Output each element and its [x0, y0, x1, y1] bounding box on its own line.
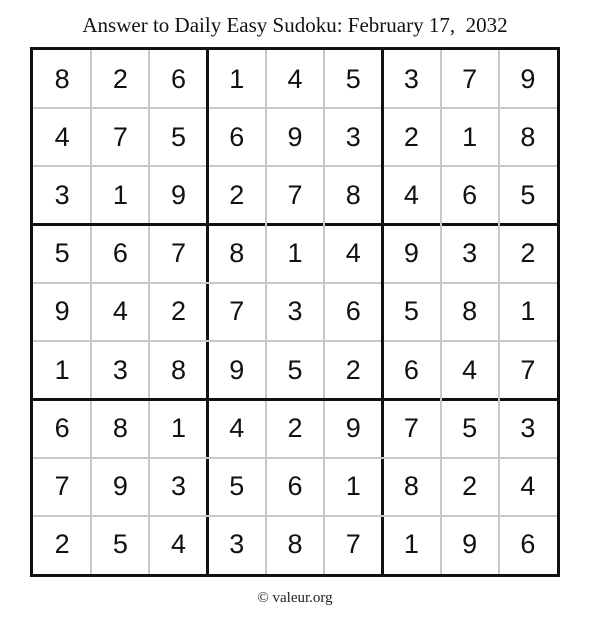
sudoku-cell: 5	[403, 296, 419, 327]
sudoku-cell: 6	[287, 471, 303, 502]
sudoku-cell: 5	[229, 471, 245, 502]
sudoku-cell: 4	[520, 471, 536, 502]
sudoku-cell: 1	[287, 238, 303, 269]
sudoku-cell: 1	[171, 412, 187, 443]
sudoku-cell: 8	[462, 296, 478, 327]
sudoku-cell: 4	[403, 180, 419, 211]
sudoku-cell: 6	[54, 412, 70, 443]
sudoku-cell: 4	[287, 63, 303, 94]
sudoku-cell: 8	[520, 121, 536, 152]
sudoku-cell: 5	[171, 121, 187, 152]
sudoku-cell: 6	[171, 63, 187, 94]
sudoku-cell: 8	[54, 63, 70, 94]
sudoku-cell: 6	[229, 121, 245, 152]
sudoku-cell: 2	[171, 296, 187, 327]
sudoku-cell: 3	[287, 296, 303, 327]
sudoku-cell: 2	[54, 529, 70, 560]
sudoku-cell: 1	[520, 296, 536, 327]
sudoku-cell: 7	[520, 354, 536, 385]
sudoku-cell: 3	[229, 529, 245, 560]
sudoku-cell: 5	[462, 412, 478, 443]
sudoku-cell: 9	[171, 180, 187, 211]
sudoku-cell: 1	[345, 471, 361, 502]
sudoku-cell: 3	[403, 63, 419, 94]
sudoku-cell: 2	[287, 412, 303, 443]
sudoku-cell: 4	[462, 354, 478, 385]
sudoku-cell: 4	[345, 238, 361, 269]
sudoku-cell: 3	[345, 121, 361, 152]
sudoku-cell: 9	[462, 529, 478, 560]
sudoku-cell: 7	[345, 529, 361, 560]
sudoku-cell: 2	[229, 180, 245, 211]
sudoku-cell: 9	[112, 471, 128, 502]
sudoku-cell: 2	[520, 238, 536, 269]
sudoku-cell: 6	[520, 529, 536, 560]
sudoku-cell: 1	[462, 121, 478, 152]
sudoku-cell: 8	[112, 412, 128, 443]
sudoku-cell: 7	[171, 238, 187, 269]
sudoku-cell: 8	[229, 238, 245, 269]
sudoku-cell: 8	[287, 529, 303, 560]
sudoku-cell: 8	[171, 354, 187, 385]
sudoku-cell: 1	[112, 180, 128, 211]
sudoku-cell: 6	[462, 180, 478, 211]
sudoku-cell: 6	[403, 354, 419, 385]
sudoku-cell: 1	[403, 529, 419, 560]
sudoku-cell: 7	[112, 121, 128, 152]
sudoku-cell: 3	[171, 471, 187, 502]
sudoku-cell: 9	[345, 412, 361, 443]
sudoku-cell: 9	[287, 121, 303, 152]
sudoku-cell: 7	[229, 296, 245, 327]
sudoku-board	[30, 47, 560, 577]
sudoku-cell: 7	[403, 412, 419, 443]
sudoku-cell: 3	[520, 412, 536, 443]
sudoku-cell: 7	[462, 63, 478, 94]
sudoku-cell: 6	[345, 296, 361, 327]
sudoku-cell: 5	[287, 354, 303, 385]
sudoku-cell: 8	[403, 471, 419, 502]
sudoku-cell: 9	[403, 238, 419, 269]
sudoku-cell: 2	[112, 63, 128, 94]
sudoku-cell: 7	[54, 471, 70, 502]
sudoku-cell: 9	[54, 296, 70, 327]
copyright-footer: © valeur.org	[257, 590, 333, 606]
sudoku-cell: 3	[462, 238, 478, 269]
sudoku-cell: 4	[112, 296, 128, 327]
sudoku-cell: 5	[345, 63, 361, 94]
sudoku-cell: 4	[171, 529, 187, 560]
sudoku-cell: 3	[112, 354, 128, 385]
sudoku-cell: 5	[520, 180, 536, 211]
sudoku-cell: 2	[462, 471, 478, 502]
sudoku-cell: 5	[54, 238, 70, 269]
sudoku-cell: 6	[112, 238, 128, 269]
sudoku-cell: 4	[54, 121, 70, 152]
sudoku-cell: 5	[112, 529, 128, 560]
sudoku-cell: 2	[403, 121, 419, 152]
sudoku-cell: 7	[287, 180, 303, 211]
sudoku-cell: 9	[229, 354, 245, 385]
sudoku-cell: 8	[345, 180, 361, 211]
sudoku-cell: 3	[54, 180, 70, 211]
puzzle-title: Answer to Daily Easy Sudoku: February 17, 2032	[82, 13, 508, 37]
sudoku-cell: 1	[54, 354, 70, 385]
sudoku-cell: 4	[229, 412, 245, 443]
sudoku-cell: 9	[520, 63, 536, 94]
sudoku-cell: 2	[345, 354, 361, 385]
sudoku-cell: 1	[229, 63, 245, 94]
